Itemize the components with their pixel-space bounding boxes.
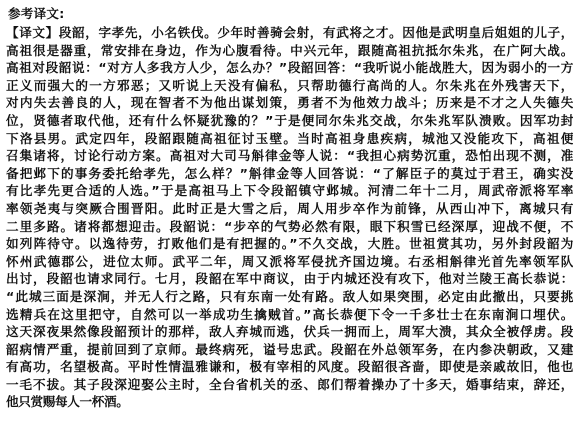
text-line: 这天深夜果然像段韶预计的那样，敌人弃城而逃，伏兵一拥而上，周军大溃，其众全被俘虏。段 [6, 324, 573, 340]
text-line: 高祖对段韶说：“对方人多我方人少，怎么办？”段韶回答：“我听说小能战胜大，因为弱小的一方 [6, 60, 573, 76]
text-line: 如列阵待守。以逸待劳，打败他们是有把握的。”不久交战，大胜。世祖赏其功，另外封段韶为 [6, 236, 573, 252]
text-line: 出讨，段韶也请求同行。七月，段韶在军中商议，由于内城还没有攻下，他对兰陵王高长恭说： [6, 271, 573, 287]
translation-body [6, 24, 573, 411]
text-line: 韶病情严重，提前回到了京师。最终病死，谥号忠武。段韶在外总领军务，在内参决朝政，又建 [6, 341, 573, 357]
text-line: 高祖很是器重，常安排在身边，作为心腹看待。中兴元年，跟随高祖抗抵尔朱兆，在广阿大战。 [6, 42, 573, 58]
text-line: “此城三面是深涧，并无人行之路，只有东南一处有路。敌人如果突围，必定由此撤出，只要挑 [6, 288, 573, 304]
text-line: 有高功，名望极高。平时性情温雅谦和，极有宰相的风度。段韶很吝啬，即使是亲戚故旧，他也 [6, 359, 573, 375]
text-line: 下洛县男。武定四年，段韶跟随高祖征讨玉壁。当时高祖身患疾病，城池又没能攻下，高祖便 [6, 130, 573, 146]
text-line: 一毛不拔。其子段深迎娶公主时，全台省机关的丞、郎们帮着操办了十多天，婚事结束，辞还， [6, 376, 573, 392]
text-line: 二里多路。诸将都想迎击。段韶说：“步卒的气势必然有限，眼下积雪已经深厚，迎战不便，不 [6, 218, 573, 234]
text-line: 选精兵在这里把守，自然可以一举成功生擒贼首。”高长恭便下令一千多壮士在东南涧口埋伏。 [6, 306, 573, 322]
text-line: 正义而强大的一方邪恶；又听说上天没有偏私，只帮助德行高尚的人。尔朱兆在外残害天下， [6, 77, 573, 93]
text-line: 位，贤德者取代他，还有什么怀疑犹豫的？”于是便同尔朱兆交战，尔朱兆军队溃败。因军功封 [6, 112, 573, 128]
section-heading: 参考译文: [8, 6, 65, 21]
text-line: 备把邺下的事务委托给孝先，怎么样？”斛律金等人回答说：“了解臣子的莫过于君王，确实没 [6, 165, 573, 181]
text-line: 召集诸将，讨论行动方案。高祖对大司马斛律金等人说：“我担心病势沉重，恐怕出现不测，准 [6, 148, 573, 164]
text-line: 率领尧夷与突厥合围晋阳。此时正是大雪之后，周人用步卒作为前锋，从西山冲下，离城只有 [6, 200, 573, 216]
text-line: 【译文】段韶，字孝先，小名铁伐。少年时善骑会射，有武将之才。因他是武明皇后姐姐的儿子， [6, 25, 573, 40]
text-line: 对内失去善良的人，现在智者不为他出谋划策，勇者不为他效力战斗；历来是不才之人失德失 [6, 95, 573, 111]
text-line: 他只赏赐每人一杯酒。 [6, 394, 129, 410]
text-line: 怀州武德郡公，进位太师。武平二年，周又派将军侵扰齐国边境。右丞相斛律光首先率领军队 [6, 253, 573, 269]
text-line: 有比孝先更合适的人选。”于是高祖马上下令段韶镇守邺城。河清二年十二月，周武帝派将军率 [6, 183, 573, 199]
